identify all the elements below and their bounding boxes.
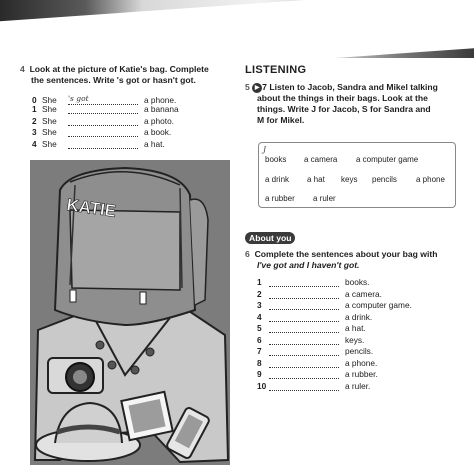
row-subject: She: [42, 127, 57, 138]
answer-blank[interactable]: [269, 378, 339, 379]
row-number: 7: [257, 346, 262, 356]
exercise-6-line1: Complete the sentences about your bag with: [254, 249, 438, 259]
exercise-5-number: 5: [245, 82, 250, 92]
answer-blank[interactable]: [269, 332, 339, 333]
row-number: 2: [257, 288, 262, 299]
row-subject: She: [42, 115, 57, 126]
row-number: 9: [257, 369, 262, 379]
row-number: 10: [257, 380, 267, 391]
row-object: a ruler.: [345, 380, 371, 391]
row-number: 8: [257, 357, 262, 368]
row-subject: She: [42, 95, 57, 105]
exercise-6-row: [257, 346, 373, 356]
answer-blank[interactable]: [269, 355, 339, 356]
track-number: 7: [262, 82, 267, 92]
row-object: a rubber.: [345, 369, 378, 379]
exercise-5-line4: M for Mikel.: [257, 115, 305, 125]
row-object: a book.: [144, 127, 172, 138]
answer-blank[interactable]: [68, 113, 138, 114]
exercise-4-row: [32, 139, 165, 149]
word-box: [258, 142, 456, 208]
word-phone: a phone: [416, 175, 445, 184]
about-you-badge: About you: [245, 232, 295, 244]
answer-blank[interactable]: [269, 390, 339, 391]
row-number: 6: [257, 334, 262, 345]
row-object: a phone.: [345, 357, 378, 368]
row-object: books.: [345, 277, 370, 287]
camera: [48, 358, 103, 393]
row-object: a banana: [144, 104, 179, 115]
row-object: a drink.: [345, 311, 373, 322]
exercise-6-number: 6: [245, 249, 250, 259]
row-object: a camera.: [345, 288, 382, 299]
row-object: a hat.: [144, 138, 165, 149]
row-number: 4: [32, 138, 37, 149]
exercise-6-row: [257, 335, 364, 345]
exercise-6-row: [257, 312, 372, 322]
word-ruler: a ruler: [313, 194, 336, 203]
exercise-5-line1: Listen to Jacob, Sandra and Mikel talking: [269, 82, 438, 92]
answer-blank[interactable]: [269, 344, 339, 345]
row-number: 3: [32, 127, 37, 138]
answer-blank[interactable]: [269, 309, 339, 310]
answer-blank[interactable]: [269, 367, 339, 368]
answer-blank[interactable]: [269, 321, 339, 322]
word-hat: a hat: [307, 175, 325, 184]
exercise-6-instruction: [245, 249, 437, 271]
row-subject: She: [42, 104, 57, 115]
answer-blank[interactable]: [68, 136, 138, 137]
exercise-6-row: [257, 323, 366, 333]
exercise-6-row: [257, 358, 377, 368]
answer-blank[interactable]: [68, 125, 138, 126]
exercise-6-row: [257, 277, 369, 287]
exercise-4-row: [32, 127, 171, 137]
exercise-6-line2: I've got and I haven't got.: [257, 260, 360, 270]
row-object: a phone.: [144, 95, 177, 105]
exercise-4-line2: the sentences. Write 's got or hasn't got.: [31, 75, 196, 85]
word-books: books: [265, 155, 287, 164]
row-answer: 's got: [68, 94, 89, 103]
row-object: a photo.: [144, 115, 174, 126]
answer-blank[interactable]: [269, 286, 339, 287]
row-object: a hat.: [345, 323, 366, 333]
answer-tick: J: [263, 145, 267, 154]
audio-play-icon[interactable]: ▶: [252, 83, 262, 93]
row-number: 1: [32, 104, 37, 115]
answer-blank[interactable]: [269, 298, 339, 299]
exercise-6-row: [257, 300, 412, 310]
word-drink: a drink: [265, 175, 290, 184]
exercise-6-row: [257, 289, 382, 299]
row-object: pencils.: [345, 346, 374, 356]
word-keys: keys: [341, 175, 358, 184]
exercise-6-row: [257, 381, 370, 391]
exercise-4-number: 4: [20, 64, 25, 74]
word-camera: a camera: [304, 155, 338, 164]
exercise-6-row: [257, 369, 378, 379]
exercise-4-instruction: [20, 64, 209, 86]
row-number: 3: [257, 300, 262, 310]
row-number: 0: [32, 95, 37, 105]
row-number: 4: [257, 311, 262, 322]
exercise-5-line3: things. Write J for Jacob, S for Sandra and: [257, 104, 431, 114]
row-subject: She: [42, 138, 57, 149]
word-rubber: a rubber: [265, 194, 295, 203]
photo: [121, 392, 172, 440]
bag-name-label: KATIE: [65, 195, 118, 221]
row-number: 2: [32, 115, 37, 126]
answer-blank[interactable]: [68, 93, 138, 105]
exercise-5-instruction: [245, 82, 438, 126]
word-pencils: pencils: [372, 175, 397, 184]
row-object: a computer game.: [345, 300, 412, 310]
header-photo: [0, 0, 474, 58]
row-object: keys.: [345, 334, 365, 345]
exercise-4-line1: Look at the picture of Katie's bag. Complete: [29, 64, 209, 74]
word-computer-game: a computer game: [356, 155, 419, 164]
row-number: 5: [257, 323, 262, 333]
header-photo-edge: [0, 0, 474, 58]
listening-title: LISTENING: [245, 64, 307, 76]
exercise-5-line2: about the things in their bags. Look at the: [257, 93, 428, 103]
exercise-4-row: [32, 104, 179, 114]
exercise-4-row: [32, 116, 174, 126]
row-number: 1: [257, 277, 262, 287]
exercise-4-row: [32, 93, 176, 105]
katie-bag-picture: [30, 160, 230, 465]
answer-blank[interactable]: [68, 148, 138, 149]
